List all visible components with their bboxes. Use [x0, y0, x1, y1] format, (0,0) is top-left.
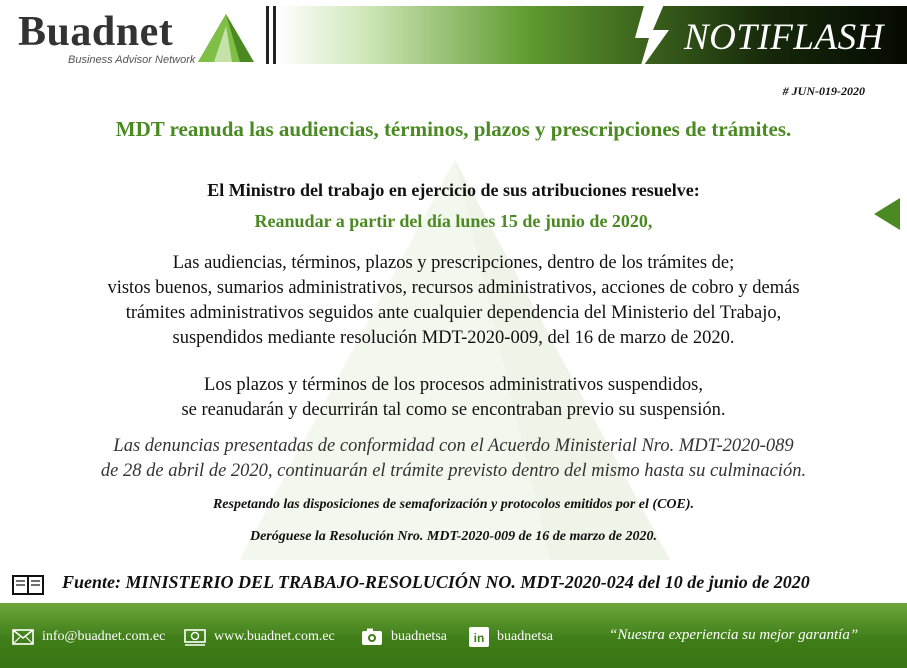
footer-contacts: [0, 626, 907, 650]
brand-logo[interactable]: [18, 8, 248, 68]
highlight-line: Reanudar a partir del día lunes 15 de junio de 2020,: [254, 211, 653, 231]
source-line: [12, 572, 902, 598]
paragraph-resumption: [20, 251, 887, 351]
svg-text:in: in: [473, 631, 485, 645]
paragraph-line: Las denuncias presentadas de conformidad con el Acuerdo Ministerial Nro. MDT-2020-089: [113, 436, 794, 456]
footer-instagram: buadnetsa: [391, 629, 447, 644]
header-divider: [273, 6, 276, 64]
mail-icon: [12, 629, 34, 645]
paragraph-complaints: [20, 434, 887, 484]
brand-name: Buadnet: [18, 9, 174, 55]
linkedin-icon: [469, 627, 489, 647]
paragraph-line: Las audiencias, términos, plazos y prescripciones, dentro de los trámites de;: [172, 253, 735, 273]
footer-linkedin: buadnetsa: [497, 629, 553, 644]
banner-title: NOTIFLASH: [684, 17, 884, 58]
lightning-bolt-icon: [631, 2, 675, 72]
note-coe: Respetando las disposiciones de semaforización y protocolos emitidos por el (COE).: [212, 497, 695, 512]
note-repeal: Deróguese la Resolución Nro. MDT-2020-009 de 16 de marzo de 2020.: [249, 529, 658, 544]
paragraph-line: Los plazos y términos de los procesos administrativos suspendidos,: [204, 375, 703, 395]
source-text: Fuente: MINISTERIO DEL TRABAJO-RESOLUCIÓN NO. MDT-2020-024 del 10 de junio de 2020: [62, 572, 810, 592]
footer-email: info@buadnet.com.ec: [42, 629, 166, 644]
bulletin-code: # JUN-019-2020: [782, 84, 865, 98]
footer: [0, 603, 907, 668]
brand-tagline: Business Advisor Network: [68, 54, 196, 66]
paragraph-line: trámites administrativos seguidos ante cualquier dependencia del Ministerio del Trabajo,: [125, 303, 782, 323]
book-icon: [12, 574, 44, 596]
paragraph-line: se reanudarán y decurrirán tal como se encontraban previo su suspensión.: [181, 400, 726, 420]
page-title: MDT reanuda las audiencias, términos, plazos y prescripciones de trámites.: [115, 117, 792, 141]
footer-instagram-link[interactable]: [361, 626, 447, 648]
footer-website: www.buadnet.com.ec: [214, 629, 335, 644]
subhead: El Ministro del trabajo en ejercicio de sus atribuciones resuelve:: [207, 180, 700, 200]
arrow-left-icon: [874, 198, 900, 230]
money-icon: [184, 628, 206, 646]
footer-linkedin-link[interactable]: [469, 626, 553, 648]
footer-slogan: “Nuestra experiencia su mejor garantía”: [609, 627, 859, 643]
paragraph-line: de 28 de abril de 2020, continuarán el trámite previsto dentro del mismo hasta su culminación.: [100, 461, 807, 481]
camera-icon: [361, 628, 383, 646]
header: [0, 0, 907, 80]
paragraph-deadlines: [20, 373, 887, 423]
logo-triangle-icon: [196, 12, 256, 64]
paragraph-line: vistos buenos, sumarios administrativos, recursos administrativos, acciones de cobro y demás: [107, 278, 800, 298]
footer-email-link[interactable]: [12, 626, 165, 648]
paragraph-line: suspendidos mediante resolución MDT-2020-009, del 16 de marzo de 2020.: [172, 328, 735, 348]
header-divider: [266, 6, 269, 64]
footer-website-link[interactable]: [184, 626, 335, 648]
